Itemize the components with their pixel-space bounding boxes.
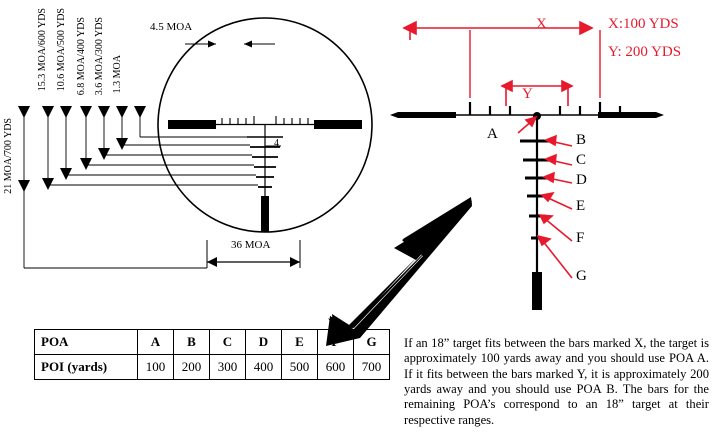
table-row-poi xyxy=(35,355,390,380)
label-36-moa: 36 MOA xyxy=(231,239,271,251)
poa-mark-g: G xyxy=(576,268,587,284)
poa-mark-e: E xyxy=(576,198,586,214)
x-dimension-extensions xyxy=(470,30,600,98)
table-col-f: F xyxy=(318,330,354,355)
table-col-b: B xyxy=(174,330,210,355)
explanatory-note: If an 18” target fits between the bars marked X, the target is approximately 100 yards away and you should use POA A. If it fits between the bars marked Y, it is approximately 200 yards away and you should use POA B. The bars for the remaining POA’s correspond to an 18” target at their respective ranges. xyxy=(404,336,709,427)
table-cell-b: 200 xyxy=(174,355,210,380)
table-col-c: C xyxy=(210,330,246,355)
label-1-3-moa: 1.3 MOA xyxy=(112,55,123,94)
table-cell-a: 100 xyxy=(138,355,174,380)
y-label: Y xyxy=(522,86,533,102)
label-21-moa: 21 MOA/700 YDS xyxy=(3,118,14,194)
label-10-6-moa: 10.6 MOA/500 YDS xyxy=(56,8,67,92)
table-col-e: E xyxy=(282,330,318,355)
x-dimension xyxy=(404,22,592,40)
poa-mark-d: D xyxy=(576,172,587,188)
label-6-8-moa: 6.8 MOA/400 YDS xyxy=(76,17,87,96)
reticle-left-post xyxy=(168,120,216,129)
poa-poi-table xyxy=(34,329,390,380)
label-15-3-moa: 15.3 MOA/600 YDS xyxy=(37,8,48,92)
table-rowhead-poi: POI (yards) xyxy=(35,355,138,380)
label-3-6-moa: 3.6 MOA/300 YDS xyxy=(94,17,105,96)
y-dimension xyxy=(502,81,572,106)
emphasis-arrow xyxy=(320,190,480,350)
table-col-d: D xyxy=(246,330,282,355)
poa-mark-b: B xyxy=(576,132,587,148)
reticle-bottom-post xyxy=(261,196,269,232)
poa-mark-f: F xyxy=(576,230,585,246)
poa-table xyxy=(34,329,390,380)
right-right-tip xyxy=(656,112,664,118)
right-bottom-post xyxy=(532,272,542,310)
right-left-post xyxy=(398,112,456,118)
table-col-a: A xyxy=(138,330,174,355)
table-cell-f: 600 xyxy=(318,355,354,380)
leader-arrowheads xyxy=(18,106,146,192)
table-rowhead-poa: POA xyxy=(35,330,138,355)
right-right-post xyxy=(598,112,656,118)
table-col-g: G xyxy=(354,330,390,355)
right-left-tip xyxy=(390,112,398,118)
range-y-label: Y: 200 YDS xyxy=(608,44,682,60)
table-cell-c: 300 xyxy=(210,355,246,380)
poa-mark-c: C xyxy=(576,152,587,168)
poa-mark-a: A xyxy=(487,126,498,142)
range-x-label: X:100 YDS xyxy=(608,16,679,32)
label-4-5-moa: 4.5 MOA xyxy=(150,21,193,33)
x-label: X xyxy=(536,16,547,32)
table-cell-g: 700 xyxy=(354,355,390,380)
table-row-poa xyxy=(35,330,390,355)
right-horizontal-hashes xyxy=(470,102,620,115)
reticle-right-post xyxy=(314,120,362,129)
table-cell-d: 400 xyxy=(246,355,282,380)
center-tick-label: 4 xyxy=(274,138,279,149)
table-cell-e: 500 xyxy=(282,355,318,380)
